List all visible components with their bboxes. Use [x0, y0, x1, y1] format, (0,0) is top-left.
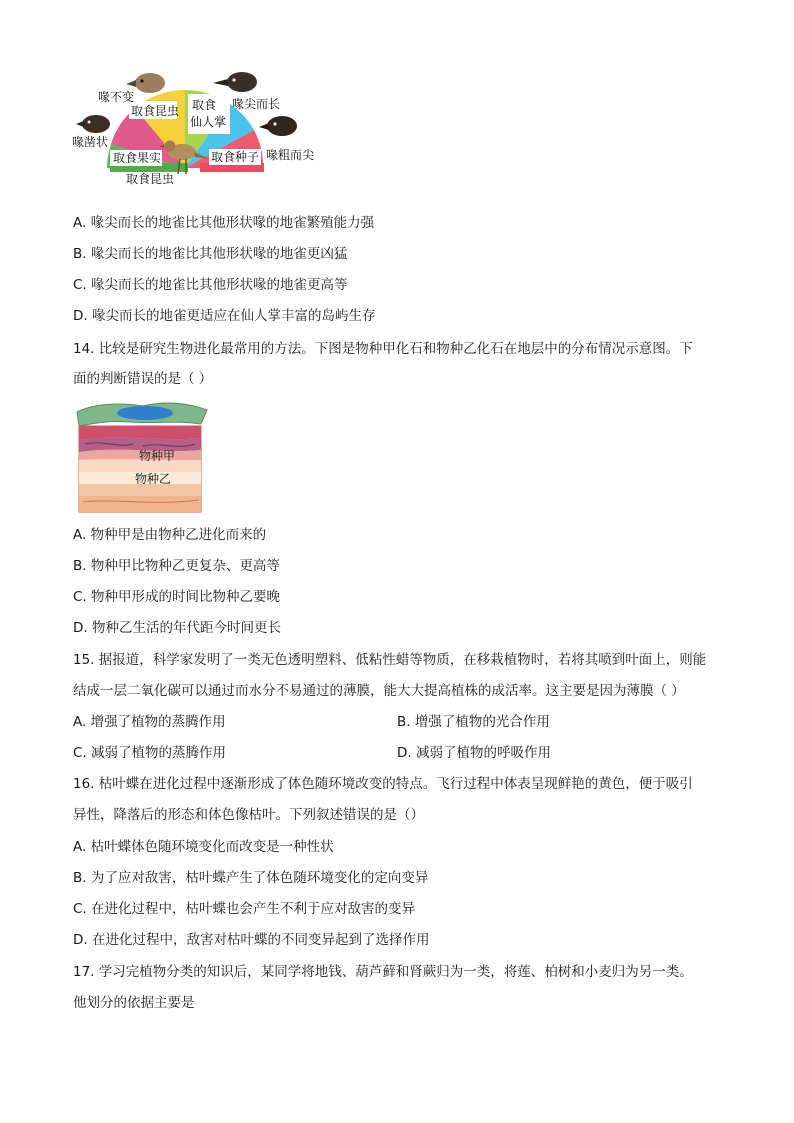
q15-option-b: B. 增强了植物的光合作用: [397, 714, 550, 730]
q17-stem-line1: 17. 学习完植物分类的知识后，某同学将地钱、葫芦藓和肾蕨归为一类，将莲、柏树和小麦归为另一类。: [73, 964, 693, 980]
finch-diagram: [70, 66, 330, 190]
finch-head-right: [259, 116, 297, 136]
q13-option-d: D. 喙尖而长的地雀更适应在仙人掌丰富的岛屿生存: [73, 308, 376, 324]
q14-option-d: D. 物种乙生活的年代距今时间更长: [73, 620, 281, 636]
label-beak-unchanged: 喙不变: [98, 90, 135, 104]
label-seeds: 取食种子: [211, 150, 260, 164]
q13-option-c: C. 喙尖而长的地雀比其他形状喙的地雀更高等: [73, 277, 348, 293]
label-cactus-name: 仙人掌: [190, 115, 227, 129]
q16-option-a: A. 枯叶蝶体色随环境变化而改变是一种性状: [73, 839, 334, 855]
water-pool: [117, 406, 173, 420]
q14-stem-line1: 14. 比较是研究生物进化最常用的方法。下图是物种甲化石和物种乙化石在地层中的分布情况示意图。下: [73, 341, 693, 357]
q16-option-b: B. 为了应对敌害，枯叶蝶产生了体色随环境变化的定向变异: [73, 870, 429, 886]
q14-option-a: A. 物种甲是由物种乙进化而来的: [73, 527, 267, 543]
finch-head-left: [76, 115, 110, 133]
strata-diagram: [73, 398, 209, 514]
q15-option-c: C. 减弱了植物的蒸腾作用: [73, 745, 227, 761]
q15-option-a: A. 增强了植物的蒸腾作用: [73, 714, 226, 730]
q15-stem-line2: 结成一层二氧化碳可以通过而水分不易通过的薄膜，能大大提高植株的成活率。这主要是因为薄膜（ ）: [73, 683, 685, 699]
q16-option-c: C. 在进化过程中，枯叶蝶也会产生不利于应对敌害的变异: [73, 901, 416, 917]
label-beak-pointed-long: 喙尖而长: [232, 97, 281, 111]
q15-option-d: D. 减弱了植物的呼吸作用: [397, 745, 551, 761]
q14-option-b: B. 物种甲比物种乙更复杂、更高等: [73, 558, 280, 574]
q13-option-b: B. 喙尖而长的地雀比其他形状喙的地雀更凶猛: [73, 246, 348, 262]
finch-head-top-right: [213, 72, 257, 92]
q14-option-c: C. 物种甲形成的时间比物种乙要晚: [73, 589, 281, 605]
label-beak-thick-pointed: 喙粗而尖: [266, 148, 315, 162]
label-insects-top: 取食昆虫: [131, 104, 180, 118]
q13-option-a: A. 喙尖而长的地雀比其他形状喙的地雀繁殖能力强: [73, 215, 375, 231]
label-species-a: 物种甲: [139, 449, 176, 463]
q15-stem-line1: 15. 据报道，科学家发明了一类无色透明塑料、低粘性蜡等物质，在移栽植物时，若将其喷到叶面上，则能: [73, 652, 707, 668]
label-cactus-food: 取食: [192, 98, 217, 112]
q14-stem-line2: 面的判断错误的是（ ）: [73, 371, 213, 387]
q16-stem-line2: 异性，降落后的形态和体色像枯叶。下列叙述错误的是（）: [73, 807, 424, 823]
q16-stem-line1: 16. 枯叶蝶在进化过程中逐渐形成了体色随环境改变的特点。飞行过程中体表呈现鲜艳的黄色，便于吸引: [73, 776, 693, 792]
label-insects-bottom: 取食昆虫: [126, 172, 175, 186]
q17-stem-line2: 他划分的依据主要是: [73, 995, 195, 1011]
q16-option-d: D. 在进化过程中，敌害对枯叶蝶的不同变异起到了选择作用: [73, 932, 430, 948]
label-fruit: 取食果实: [113, 151, 162, 165]
label-species-b: 物种乙: [135, 472, 172, 486]
label-beak-forceps: 喙凿状: [72, 135, 109, 149]
